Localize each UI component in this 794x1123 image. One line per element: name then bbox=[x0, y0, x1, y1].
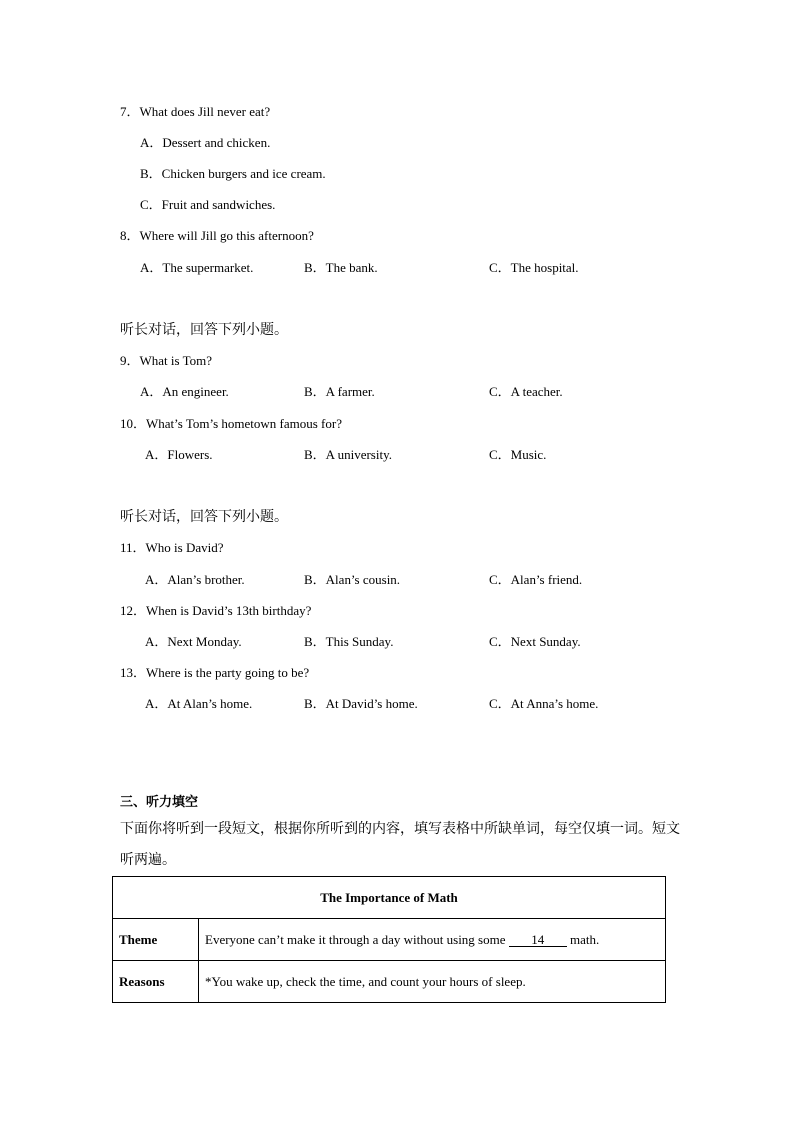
row-content-theme bbox=[199, 919, 666, 961]
table-row bbox=[113, 961, 666, 1003]
part-3-instruction-line-1: 下面你将听到一段短文，根据你所听到的内容，填写表格中所缺单词，每空仅填一词。短文 bbox=[120, 821, 680, 837]
question-9-option-a: A．An engineer. bbox=[140, 384, 229, 399]
theme-text-before: Everyone can’t make it through a day without using some bbox=[205, 931, 506, 947]
question-12-option-a: A．Next Monday. bbox=[145, 634, 242, 649]
section-instruction-long-dialogue-1: 听长对话，回答下列小题。 bbox=[120, 322, 288, 338]
row-content-reasons: *You wake up, check the time, and count your hours of sleep. bbox=[199, 961, 666, 1003]
question-7-stem: 7．What does Jill never eat? bbox=[120, 104, 271, 119]
question-13-option-c: C．At Anna’s home. bbox=[489, 696, 599, 711]
question-12-stem: 12．When is David’s 13th birthday? bbox=[120, 603, 312, 618]
question-9-option-b: B．A farmer. bbox=[304, 384, 375, 399]
question-8-option-a: A．The supermarket. bbox=[140, 260, 254, 275]
listening-fill-table bbox=[112, 876, 666, 1003]
question-8-option-c: C．The hospital. bbox=[489, 260, 579, 275]
section-instruction-long-dialogue-2: 听长对话，回答下列小题。 bbox=[120, 509, 288, 525]
question-7-option-c: C．Fruit and sandwiches. bbox=[140, 197, 276, 212]
question-8-option-b: B．The bank. bbox=[304, 260, 378, 275]
question-12-option-c: C．Next Sunday. bbox=[489, 634, 581, 649]
question-13-stem: 13．Where is the party going to be? bbox=[120, 665, 310, 680]
theme-text-after: math. bbox=[570, 931, 600, 947]
question-9-stem: 9．What is Tom? bbox=[120, 353, 213, 368]
table-row bbox=[113, 919, 666, 961]
question-13-option-b: B．At David’s home. bbox=[304, 696, 418, 711]
question-12-option-b: B．This Sunday. bbox=[304, 634, 394, 649]
question-7-option-a: A．Dessert and chicken. bbox=[140, 135, 271, 150]
part-3-instruction-line-2: 听两遍。 bbox=[120, 852, 176, 868]
question-11-stem: 11．Who is David? bbox=[120, 540, 224, 555]
row-label-reasons: Reasons bbox=[113, 961, 199, 1003]
part-3-heading: 三、听力填空 bbox=[120, 795, 199, 810]
question-11-option-a: A．Alan’s brother. bbox=[145, 572, 245, 587]
question-7-option-b: B．Chicken burgers and ice cream. bbox=[140, 166, 326, 181]
question-10-option-a: A．Flowers. bbox=[145, 447, 213, 462]
question-10-stem: 10．What’s Tom’s hometown famous for? bbox=[120, 416, 342, 431]
question-8-stem: 8．Where will Jill go this afternoon? bbox=[120, 228, 314, 243]
question-9-option-c: C．A teacher. bbox=[489, 384, 563, 399]
question-10-option-c: C．Music. bbox=[489, 447, 547, 462]
table-title-row bbox=[113, 877, 666, 919]
question-13-option-a: A．At Alan’s home. bbox=[145, 696, 253, 711]
blank-14: 14 bbox=[509, 933, 567, 947]
table-title: The Importance of Math bbox=[113, 877, 666, 919]
question-10-option-b: B．A university. bbox=[304, 447, 392, 462]
question-11-option-c: C．Alan’s friend. bbox=[489, 572, 583, 587]
row-label-theme: Theme bbox=[113, 919, 199, 961]
question-11-option-b: B．Alan’s cousin. bbox=[304, 572, 401, 587]
